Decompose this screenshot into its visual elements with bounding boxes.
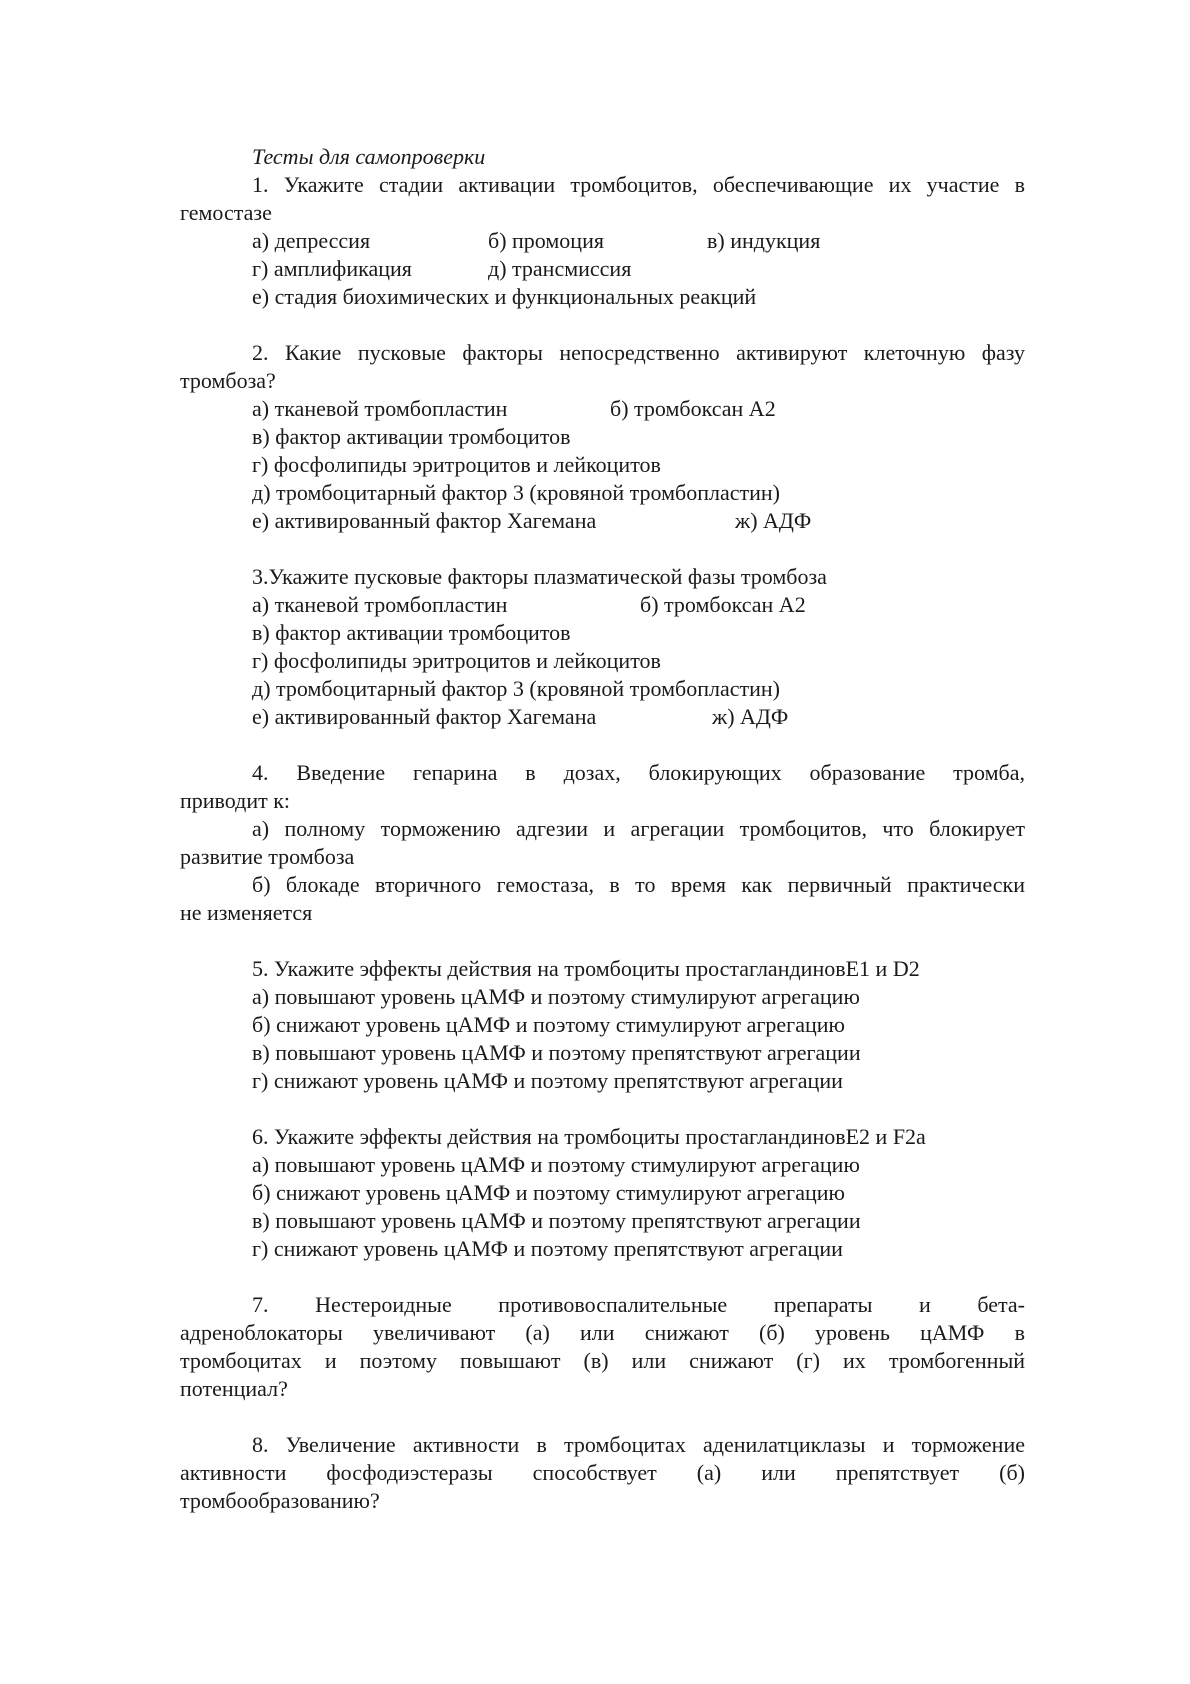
question-8-text-line3: тромбообразованию? [180,1488,380,1513]
question-6-text: 6. Укажите эффекты действия на тромбоциты простагландиновЕ2 и F2a [252,1124,926,1149]
question-3-option-d: г) фосфолипиды эритроцитов и лейкоцитов [252,648,661,673]
question-7-text: 7. Нестероидные противовоспалительные препараты и бета- [252,1292,1025,1317]
question-1-text-cont: гемостазе [180,200,272,225]
question-1-option-d: г) амплификация [252,256,412,281]
question-5-option-a: а) повышают уровень цАМФ и поэтому стимулируют агрегацию [252,984,860,1009]
question-2-option-a: а) тканевой тромбопластин [252,396,508,421]
question-2-option-d: г) фосфолипиды эритроцитов и лейкоцитов [252,452,661,477]
question-2-option-b: б) тромбоксан А2 [610,396,776,421]
question-3-option-b: б) тромбоксан А2 [640,592,806,617]
question-1-option-b: б) промоция [488,228,604,253]
question-4-option-b-cont: не изменяется [180,900,313,925]
question-1-text: 1. Укажите стадии активации тромбоцитов, обеспечивающие их участие в [252,172,1025,197]
question-2-text: 2. Какие пусковые факторы непосредственно активируют клеточную фазу [252,340,1025,365]
question-6-option-b: б) снижают уровень цАМФ и поэтому стимулируют агрегацию [252,1180,845,1205]
question-4-text: 4. Введение гепарина в дозах, блокирующих образование тромба, [252,760,1025,785]
question-6-option-c: в) повышают уровень цАМФ и поэтому препятствуют агрегации [252,1208,861,1233]
question-7-text-line4: потенциал? [180,1376,288,1401]
question-2-option-c: в) фактор активации тромбоцитов [252,424,571,449]
question-3-option-f: е) активированный фактор Хагемана [252,704,597,729]
question-4-option-a: а) полному торможению адгезии и агрегации тромбоцитов, что блокирует [252,816,1025,841]
question-2-option-g: ж) АДФ [735,508,812,533]
question-3-option-g: ж) АДФ [712,704,789,729]
question-1-option-e: д) трансмиссия [488,256,632,281]
question-5-option-c: в) повышают уровень цАМФ и поэтому препятствуют агрегации [252,1040,861,1065]
question-2-option-e: д) тромбоцитарный фактор 3 (кровяной тромбопластин) [252,480,780,505]
question-6-option-d: г) снижают уровень цАМФ и поэтому препятствуют агрегации [252,1236,843,1261]
question-8-text: 8. Увеличение активности в тромбоцитах аденилатциклазы и торможение [252,1432,1025,1457]
page-title: Тесты для самопроверки [252,144,486,169]
question-8-text-line2: активности фосфодиэстеразы способствует (а) или препятствует (б) [180,1460,1025,1485]
question-5-option-d: г) снижают уровень цАМФ и поэтому препятствуют агрегации [252,1068,843,1093]
question-4-option-b: б) блокаде вторичного гемостаза, в то время как первичный практически [252,872,1025,897]
question-3-option-e: д) тромбоцитарный фактор 3 (кровяной тромбопластин) [252,676,780,701]
question-3-text: 3.Укажите пусковые факторы плазматической фазы тромбоза [252,564,827,589]
question-5-text: 5. Укажите эффекты действия на тромбоциты простагландиновЕ1 и D2 [252,956,920,981]
question-1-option-f: е) стадия биохимических и функциональных реакций [252,284,757,309]
question-2-text-cont: тромбоза? [180,368,276,393]
question-3-option-c: в) фактор активации тромбоцитов [252,620,571,645]
question-7-text-line2: адреноблокаторы увеличивают (а) или снижают (б) уровень цАМФ в [180,1320,1025,1345]
question-1-option-c: в) индукция [707,228,821,253]
question-3-option-a: а) тканевой тромбопластин [252,592,508,617]
question-5-option-b: б) снижают уровень цАМФ и поэтому стимулируют агрегацию [252,1012,845,1037]
question-6-option-a: а) повышают уровень цАМФ и поэтому стимулируют агрегацию [252,1152,860,1177]
question-2-option-f: е) активированный фактор Хагемана [252,508,597,533]
question-4-text-cont: приводит к: [180,788,291,813]
question-4-option-a-cont: развитие тромбоза [180,844,355,869]
question-1-option-a: а) депрессия [252,228,371,253]
question-7-text-line3: тромбоцитах и поэтому повышают (в) или снижают (г) их тромбогенный [180,1348,1025,1373]
